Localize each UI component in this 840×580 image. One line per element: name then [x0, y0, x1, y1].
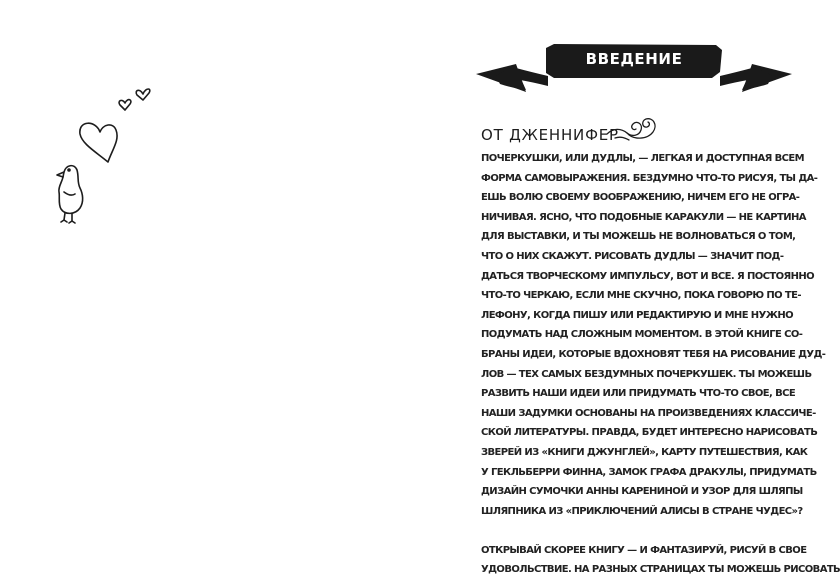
- swirl-ornament-icon: [605, 114, 661, 144]
- text-line: СКОЙ ЛИТЕРАТУРЫ. ПРАВДА, БУДЕТ ИНТЕРЕСНО НАРИСОВАТЬ: [481, 427, 818, 439]
- large-heart-icon: [80, 123, 117, 162]
- banner-title: ВВЕДЕНИЕ: [585, 50, 683, 68]
- text-line: ФОРМА САМОВЫРАЖЕНИЯ. БЕЗДУМНО ЧТО-ТО РИСУЯ, ТЫ ДА-: [481, 172, 818, 184]
- text-line: НИЧИВАЯ. ЯСНО, ЧТО ПОДОБНЫЕ КАРАКУЛИ — НЕ КАРТИНА: [481, 211, 806, 223]
- intro-paragraph-2: [481, 541, 840, 580]
- text-line: РАЗВИТЬ НАШИ ИДЕИ ИЛИ ПРИДУМАТЬ ЧТО-ТО СВОЕ, ВСЕ: [481, 388, 796, 400]
- section-banner: [476, 38, 792, 96]
- text-line: ОТКРЫВАЙ СКОРЕЕ КНИГУ — И ФАНТАЗИРУЙ, РИСУЙ В СВОЕ: [481, 544, 807, 556]
- intro-paragraph-1: [481, 149, 826, 521]
- text-line: ЧТО-ТО ЧЕРКАЮ, ЕСЛИ МНЕ СКУЧНО, ПОКА ГОВОРЮ ПО ТЕ-: [481, 290, 801, 302]
- text-line: ЛЕФОНУ, КОГДА ПИШУ ИЛИ РЕДАКТИРУЮ И МНЕ НУЖНО: [481, 309, 793, 321]
- text-line: БРАНЫ ИДЕИ, КОТОРЫЕ ВДОХНОВЯТ ТЕБЯ НА РИСОВАНИЕ ДУД-: [481, 348, 826, 360]
- intro-text: [481, 149, 840, 580]
- left-page: [0, 0, 416, 540]
- section-heading: ОТ ДЖЕННИФЕР: [481, 126, 619, 144]
- text-line: ЛОВ — ТЕХ САМЫХ БЕЗДУМНЫХ ПОЧЕРКУШЕК. ТЫ МОЖЕШЬ: [481, 368, 812, 380]
- text-line: ДЛЯ ВЫСТАВКИ, И ТЫ МОЖЕШЬ НЕ ВОЛНОВАТЬСЯ О ТОМ,: [481, 231, 796, 243]
- bird-icon: [57, 166, 83, 223]
- text-line: ПОЧЕРКУШКИ, ИЛИ ДУДЛЫ, — ЛЕГКАЯ И ДОСТУПНАЯ ВСЕМ: [481, 153, 804, 164]
- small-heart-icon: [136, 89, 150, 100]
- text-line: ДАТЬСЯ ТВОРЧЕСКОМУ ИМПУЛЬСУ, ВОТ И ВСЕ. Я ПОСТОЯННО: [481, 270, 815, 282]
- tiny-heart-icon: [119, 100, 131, 110]
- text-line: ШЛЯПНИКА ИЗ «ПРИКЛЮЧЕНИЙ АЛИСЫ В СТРАНЕ ЧУДЕС»?: [481, 505, 803, 517]
- text-line: ЧТО О НИХ СКАЖУТ. РИСОВАТЬ ДУДЛЫ — ЗНАЧИТ ПОД-: [481, 250, 784, 262]
- text-line: НАШИ ЗАДУМКИ ОСНОВАНЫ НА ПРОИЗВЕДЕНИЯХ КЛАССИЧЕ-: [481, 407, 816, 419]
- text-line: ДИЗАЙН СУМОЧКИ АННЫ КАРЕНИНОЙ И УЗОР ДЛЯ ШЛЯПЫ: [481, 486, 803, 498]
- text-line: ЕШЬ ВОЛЮ СВОЕМУ ВООБРАЖЕНИЮ, НИЧЕМ ЕГО НЕ ОГРА-: [481, 192, 800, 204]
- text-line: ПОДУМАТЬ НАД СЛОЖНЫМ МОМЕНТОМ. В ЭТОЙ КНИГЕ СО-: [481, 329, 803, 341]
- text-line: УДОВОЛЬСТВИЕ. НА РАЗНЫХ СТРАНИЦАХ ТЫ МОЖЕШЬ РИСОВАТЬ: [481, 564, 840, 576]
- bird-with-hearts-doodle: [50, 82, 160, 232]
- text-line: У ГЕКЛЬБЕРРИ ФИННА, ЗАМОК ГРАФА ДРАКУЛЫ, ПРИДУМАТЬ: [481, 466, 817, 478]
- text-line: ЗВЕРЕЙ ИЗ «КНИГИ ДЖУНГЛЕЙ», КАРТУ ПУТЕШЕСТВИЯ, КАК: [481, 446, 808, 458]
